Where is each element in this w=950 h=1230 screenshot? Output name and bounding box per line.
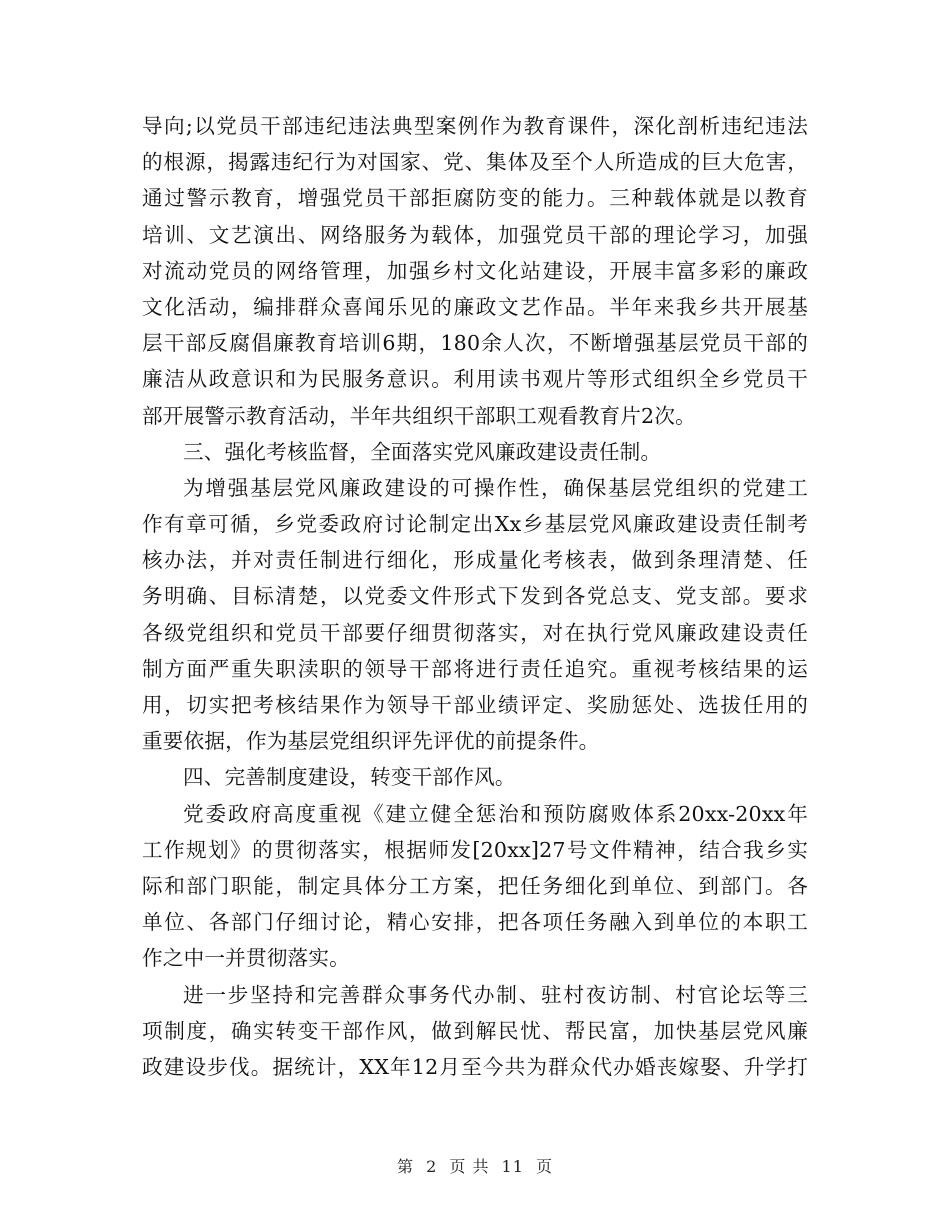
text-line: 制方面严重失职渎职的领导干部将进行责任追究。重视考核结果的运 <box>142 656 808 681</box>
text-line: 的根源，揭露违纪行为对国家、党、集体及至个人所造成的巨大危害， <box>142 150 808 175</box>
footer-prefix: 第 <box>396 1157 414 1176</box>
text-line: 政建设步伐。据统计，XX年12月至今共为群众代办婚丧嫁娶、升学打 <box>142 1054 808 1079</box>
text-line: 党委政府高度重视《建立健全惩治和预防腐败体系20xx-20xx年 <box>183 801 808 826</box>
text-line: 导向;以党员干部违纪违法典型案例作为教育课件，深化剖析违纪违法 <box>142 114 808 138</box>
page-footer <box>0 1154 950 1177</box>
document-body <box>142 108 808 1085</box>
text-line: 三、强化考核监督，全面落实党风廉政建设责任制。 <box>183 439 662 464</box>
text-line: 单位、各部门仔细讨论，精心安排，把各项任务融入到单位的本职工 <box>142 910 808 935</box>
footer-page-number: 2 <box>426 1157 438 1176</box>
text-line: 核办法，并对责任制进行细化，形成量化考核表，做到条理清楚、任 <box>142 548 808 573</box>
text-line: 务明确、目标清楚，以党委文件形式下发到各党总支、党支部。要求 <box>142 584 808 609</box>
text-line: 作之中一并贯彻落实。 <box>142 946 350 971</box>
text-line: 对流动党员的网络管理，加强乡村文化站建设，开展丰富多彩的廉政 <box>142 258 808 283</box>
text-line: 四、完善制度建设，转变干部作风。 <box>183 765 516 790</box>
text-line: 文化活动，编排群众喜闻乐见的廉政文艺作品。半年来我乡共开展基 <box>142 294 808 319</box>
text-line: 工作规划》的贯彻落实，根据师发[20xx]27号文件精神，结合我乡实 <box>142 837 808 862</box>
text-line: 培训、文艺演出、网络服务为载体，加强党员干部的理论学习，加强 <box>142 222 808 247</box>
footer-middle: 页 共 <box>449 1157 490 1176</box>
text-line: 进一步坚持和完善群众事务代办制、驻村夜访制、村官论坛等三 <box>183 982 808 1007</box>
text-line: 廉洁从政意识和为民服务意识。利用读书观片等形式组织全乡党员干 <box>142 367 808 392</box>
text-line: 为增强基层党风廉政建设的可操作性，确保基层党组织的党建工 <box>183 475 808 500</box>
text-line: 重要依据，作为基层党组织评先评优的前提条件。 <box>142 729 600 754</box>
text-line: 项制度，确实转变干部作风，做到解民忧、帮民富，加快基层党风廉 <box>142 1018 808 1043</box>
text-line: 际和部门职能，制定具体分工方案，把任务细化到单位、到部门。各 <box>142 873 808 898</box>
footer-total-pages: 11 <box>501 1157 524 1176</box>
text-line: 通过警示教育，增强党员干部拒腐防变的能力。三种载体就是以教育 <box>142 186 808 211</box>
text-line: 各级党组织和党员干部要仔细贯彻落实，对在执行党风廉政建设责任 <box>142 620 808 645</box>
footer-suffix: 页 <box>536 1157 554 1176</box>
text-line: 作有章可循，乡党委政府讨论制定出Xx乡基层党风廉政建设责任制考 <box>142 512 808 537</box>
text-line: 层干部反腐倡廉教育培训6期，180余人次，不断增强基层党员干部的 <box>142 331 808 356</box>
text-line: 部开展警示教育活动，半年共组织干部职工观看教育片2次。 <box>142 403 696 428</box>
text-line: 用，切实把考核结果作为领导干部业绩评定、奖励惩处、选拔任用的 <box>142 693 808 717</box>
